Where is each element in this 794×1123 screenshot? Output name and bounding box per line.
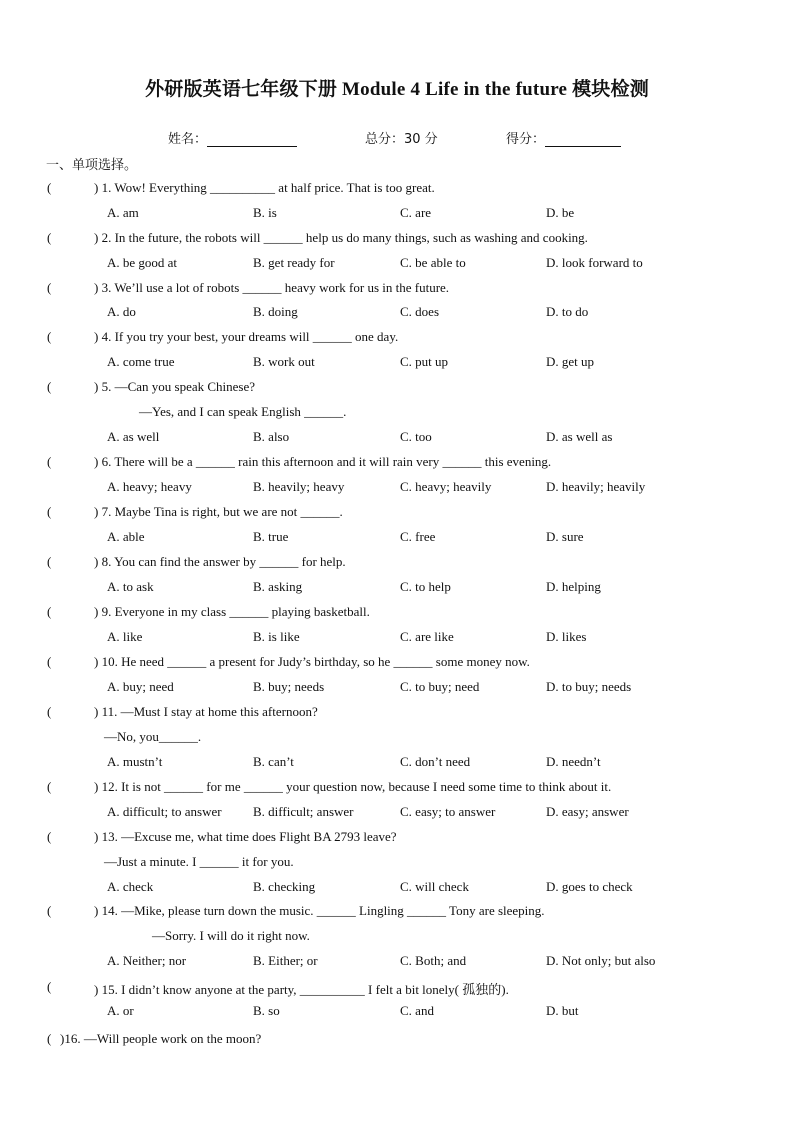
option-c: C. be able to: [400, 255, 466, 270]
option-a: A. to ask: [107, 579, 154, 594]
option-a: A. able: [107, 529, 145, 544]
option-b: B. buy; needs: [253, 679, 325, 694]
answer-paren[interactable]: (: [47, 280, 52, 295]
title-module: Module 4 Life in the future: [337, 79, 573, 100]
option-a: A. heavy; heavy: [107, 479, 192, 494]
score-field: [506, 128, 621, 147]
option-a: A. be good at: [107, 255, 178, 270]
question-stem-reply: —Yes, and I can speak English ______.: [139, 404, 347, 419]
option-d: D. to buy; needs: [546, 679, 632, 694]
question-stem: ) 10. He need ______ a present for Judy’s birthday, so he ______ some money now.: [94, 654, 530, 669]
option-d: D. be: [546, 205, 575, 220]
option-c: C. free: [400, 529, 436, 544]
answer-paren[interactable]: (: [47, 329, 52, 344]
answer-paren[interactable]: (: [47, 829, 52, 844]
score-blank[interactable]: [545, 133, 621, 147]
answer-paren[interactable]: (: [47, 979, 52, 994]
option-c: C. Both; and: [400, 953, 467, 968]
option-d: D. Not only; but also: [546, 953, 656, 968]
option-d: D. but: [546, 1003, 579, 1018]
question-stem: ) 6. There will be a ______ rain this afternoon and it will rain very ______ this evening.: [94, 454, 552, 469]
option-d: D. likes: [546, 629, 587, 644]
name-blank[interactable]: [207, 133, 297, 147]
answer-paren[interactable]: (: [47, 230, 52, 245]
option-c: C. don’t need: [400, 754, 471, 769]
question-stem: ) 11. —Must I stay at home this afternoon?: [94, 704, 318, 719]
option-b: B. difficult; answer: [253, 804, 354, 819]
section-heading: 一、单项选择。: [46, 158, 138, 173]
question-stem: ) 4. If you try your best, your dreams will ______ one day.: [94, 329, 399, 344]
question-stem: ) 15. I didn’t know anyone at the party, __________ I felt a bit lonely( 孤独的).: [94, 982, 509, 997]
question-stem-reply: —Sorry. I will do it right now.: [152, 928, 310, 943]
answer-paren[interactable]: (: [47, 454, 52, 469]
title-cn-prefix: 外研版英语七年级下册: [145, 78, 338, 100]
total-score: 总分：30 分: [365, 132, 438, 147]
option-a: A. check: [107, 879, 154, 894]
option-a: A. do: [107, 304, 136, 319]
option-b: B. get ready for: [253, 255, 335, 270]
option-d: D. as well as: [546, 429, 613, 444]
title-cn-suffix: 模块检测: [572, 78, 649, 100]
option-a: A. as well: [107, 429, 160, 444]
option-c: C. easy; to answer: [400, 804, 496, 819]
answer-paren[interactable]: (: [47, 379, 52, 394]
answer-paren[interactable]: (: [47, 1031, 52, 1046]
option-c: C. too: [400, 429, 432, 444]
question-stem: ) 14. —Mike, please turn down the music. ______ Lingling ______ Tony are sleeping.: [94, 903, 545, 918]
option-a: A. buy; need: [107, 679, 174, 694]
answer-paren[interactable]: (: [47, 654, 52, 669]
answer-paren[interactable]: (: [47, 604, 52, 619]
option-b: B. so: [253, 1003, 280, 1018]
answer-paren[interactable]: (: [47, 554, 52, 569]
option-c: C. to help: [400, 579, 451, 594]
option-a: A. difficult; to answer: [107, 804, 222, 819]
question-stem: ) 12. It is not ______ for me ______ your question now, because I need some time to think about it.: [94, 779, 612, 794]
option-b: B. checking: [253, 879, 316, 894]
option-d: D. sure: [546, 529, 584, 544]
option-d: D. heavily; heavily: [546, 479, 646, 494]
option-d: D. easy; answer: [546, 804, 629, 819]
option-b: B. true: [253, 529, 289, 544]
option-a: A. am: [107, 205, 139, 220]
name-field: [168, 128, 297, 147]
option-a: A. like: [107, 629, 143, 644]
option-d: D. needn’t: [546, 754, 601, 769]
option-a: A. or: [107, 1003, 134, 1018]
question-stem-reply: —No, you______.: [104, 729, 202, 744]
option-b: B. work out: [253, 354, 315, 369]
question-stem: )16. —Will people work on the moon?: [60, 1031, 262, 1046]
option-c: C. to buy; need: [400, 679, 480, 694]
name-label: 姓名：: [168, 132, 208, 147]
option-c: C. are like: [400, 629, 454, 644]
option-c: C. are: [400, 205, 432, 220]
question-stem: ) 1. Wow! Everything __________ at half price. That is too great.: [94, 180, 435, 195]
question-stem-reply: —Just a minute. I ______ it for you.: [104, 854, 294, 869]
option-c: C. heavy; heavily: [400, 479, 492, 494]
option-b: B. heavily; heavy: [253, 479, 345, 494]
option-b: B. is: [253, 205, 277, 220]
score-label: 得分：: [506, 132, 546, 147]
question-stem: ) 8. You can find the answer by ______ for help.: [94, 554, 346, 569]
option-c: C. and: [400, 1003, 434, 1018]
option-b: B. also: [253, 429, 290, 444]
option-b: B. Either; or: [253, 953, 318, 968]
option-b: B. can’t: [253, 754, 294, 769]
option-d: D. look forward to: [546, 255, 643, 270]
option-c: C. put up: [400, 354, 449, 369]
page-title: [0, 74, 794, 101]
question-stem: ) 9. Everyone in my class ______ playing basketball.: [94, 604, 370, 619]
answer-paren[interactable]: (: [47, 779, 52, 794]
option-d: D. goes to check: [546, 879, 633, 894]
question-stem: ) 13. —Excuse me, what time does Flight BA 2793 leave?: [94, 829, 397, 844]
answer-paren[interactable]: (: [47, 704, 52, 719]
question-stem: ) 5. —Can you speak Chinese?: [94, 379, 256, 394]
question-stem: ) 3. We’ll use a lot of robots ______ heavy work for us in the future.: [94, 280, 450, 295]
answer-paren[interactable]: (: [47, 180, 52, 195]
option-a: A. come true: [107, 354, 175, 369]
question-stem: ) 7. Maybe Tina is right, but we are not ______.: [94, 504, 343, 519]
option-c: C. will check: [400, 879, 469, 894]
question-stem: ) 2. In the future, the robots will ______ help us do many things, such as washing and cooking.: [94, 230, 588, 245]
option-a: A. mustn’t: [107, 754, 163, 769]
option-a: A. Neither; nor: [107, 953, 187, 968]
option-b: B. doing: [253, 304, 298, 319]
option-d: D. to do: [546, 304, 589, 319]
option-b: B. is like: [253, 629, 300, 644]
option-d: D. get up: [546, 354, 595, 369]
option-d: D. helping: [546, 579, 601, 594]
answer-paren[interactable]: (: [47, 504, 52, 519]
option-b: B. asking: [253, 579, 303, 594]
answer-paren[interactable]: (: [47, 903, 52, 918]
option-c: C. does: [400, 304, 439, 319]
